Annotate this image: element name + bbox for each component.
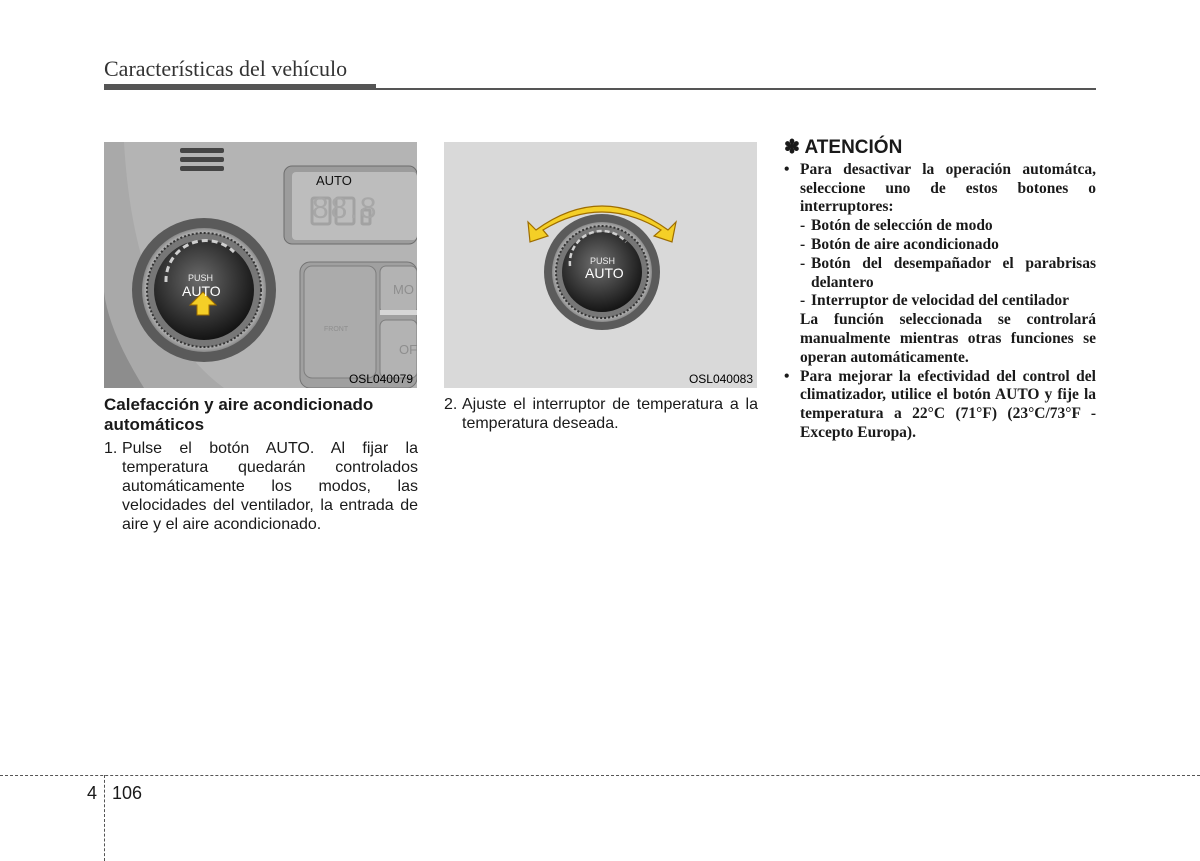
notice-bullet-text: Para desactivar la operación automátca, seleccione uno de estos botones o interruptores: [800,160,1096,216]
knob-auto-label: AUTO [585,265,624,281]
notice-paragraph: La función seleccionada se controlará manualmente mientras otras funciones se operan automáticamente. [800,311,1096,366]
notice-subitem: - Botón del desempañador el parabrisas delantero [800,254,1096,291]
vent-lines [180,148,224,171]
footer-rule-vertical [104,775,105,861]
header-rule-thin [376,88,1096,90]
knob-auto-label: AUTO [182,283,221,299]
panel-off-label: OF [399,342,417,357]
chapter-number: 4 [87,783,98,803]
notice-title: ✽ ATENCIÓN [784,137,903,158]
notice-bullet-text: Para mejorar la efectividad del control del climatizador, utilice el botón AUTO y fije la temperatura a 22°C (71°F) (23°C/73°F - Excepto Europa). [800,367,1096,441]
notice-bullet [784,368,1096,443]
knob-push-label: PUSH [188,273,214,283]
bullet-mark: • [784,367,790,385]
figure-climate-panel [104,142,417,388]
notice-bullet [784,161,1096,217]
page-number: 106 [112,783,143,803]
footer-rule [0,775,1200,776]
panel-mode-label: MO [393,282,414,297]
section-heading: Calefacción y aire acondicionado automáticos [104,395,374,434]
step-2 [444,395,758,433]
display-auto-label: AUTO [316,173,352,188]
notice-subitem: - Botón de aire acondicionado [800,235,999,253]
figure-code: OSL040079 [348,372,413,386]
header-rule [104,84,376,90]
notice-subitem: - Interruptor de velocidad del centilador [800,292,1070,310]
step-number: 1. [104,440,118,457]
step-text: Ajuste el interruptor de temperatura a la temperatura deseada. [462,396,758,432]
display-digits: 88.8 [312,192,379,225]
figure-code: OSL040083 [688,372,753,386]
notice-box [784,139,1096,443]
notice-subitem: - Botón de selección de modo [800,217,993,235]
bullet-mark: • [784,160,790,178]
step-1 [104,439,418,534]
page-header-title: Características del vehículo [104,56,348,81]
climate-panel-illustration [104,142,417,388]
step-number: 2. [444,396,458,413]
panel-front-label: FRONT [324,326,349,333]
step-text: Pulse el botón AUTO. Al fijar la temperatura quedarán controlados automáticamente los modos, las velocidades del ventilador, la entrada de aire y el aire acondicionado. [122,440,418,533]
figure-temperature-knob [444,142,757,388]
knob-push-label: PUSH [590,256,616,266]
